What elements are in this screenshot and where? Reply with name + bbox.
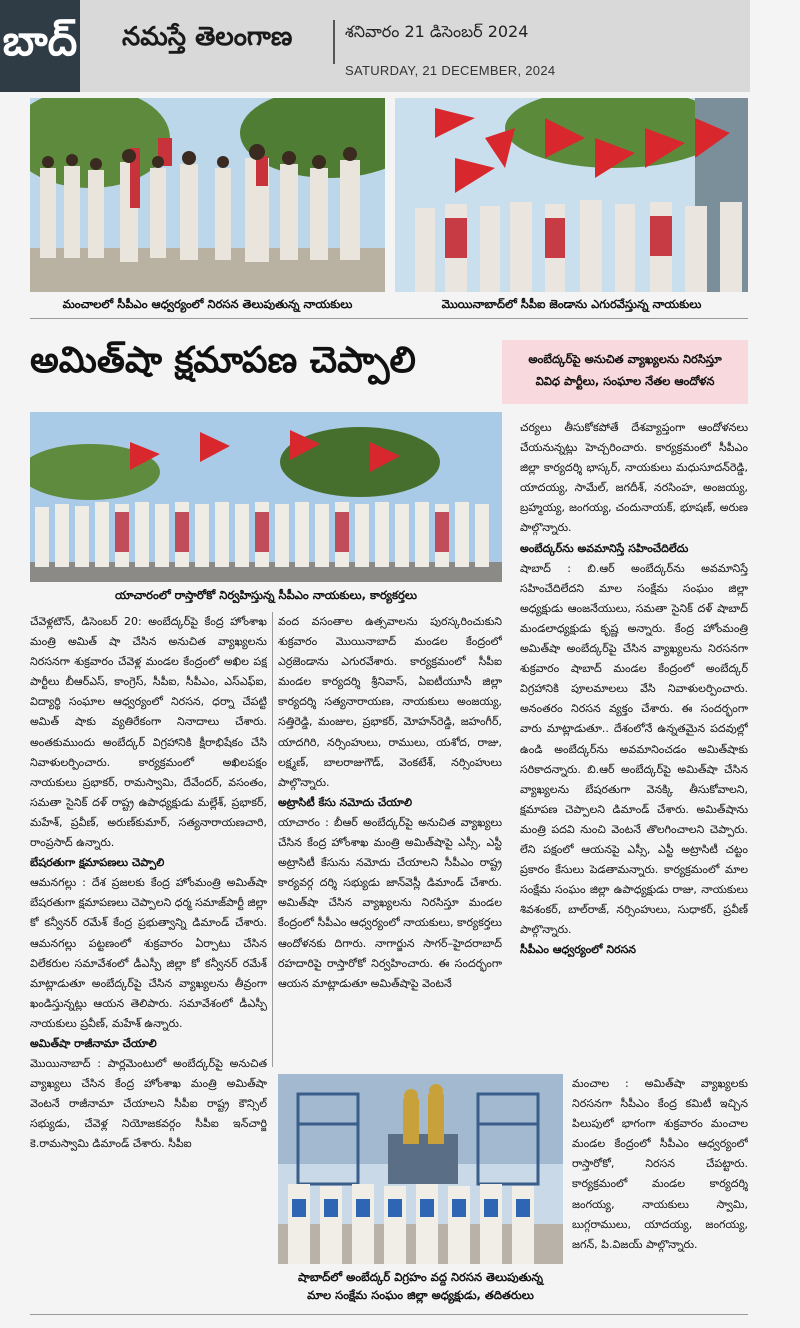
caption-shabad-line-2: మాల సంక్షేమ సంఘం జిల్లా అధ్యక్షుడు, తదితరులు	[307, 1288, 534, 1302]
article-paragraph: చర్యలు తీసుకోకపోతే దేశవ్యాప్తంగా ఆందోళనలు చేయనున్నట్లు హెచ్చరించారు. కార్యక్రమంలో సీపీఎం జిల్లా కార్యదర్శి భాస్కర్, నాయకులు మధుసూదన్‌రెడ్డి, యాదయ్య, సామేల్, జగదీశ్, నరసింహ, అంజయ్య, బ్రహ్మయ్య, జంగయ్య, చందునాయక్, భూషణ్, అరుణ పాల్గొన్నారు.	[520, 421, 748, 535]
article-paragraph: మొయినాబాద్ : పార్లమెంటులో అంబేద్కర్‌పై అనుచిత వ్యాఖ్యలు చేసిన కేంద్ర హోంశాఖ మంత్రి అమిత్‌షా వెంటనే రాజీనామా చేయాలని సీపీఐ రాష్ట్ర కౌన్సిల్ సభ్యుడు, చేవెళ్ల నియోజకవర్గం సీపీఐ ఇన్‌చార్జి కె.రామస్వామి డిమాండ్ చేశారు. సీపీఐ	[30, 1057, 267, 1151]
deck-line-1: అంబేద్కర్‌పై అనుచిత వ్యాఖ్యలను నిరసిస్తూ	[528, 352, 722, 366]
article-column-1	[30, 612, 267, 1312]
column-rule	[272, 612, 273, 1067]
date-telugu: శనివారం 21 డిసెంబర్ 2024	[345, 22, 529, 41]
date-english: SATURDAY, 21 DECEMBER, 2024	[345, 63, 556, 78]
headline-deck	[502, 340, 748, 404]
article-column-4	[572, 1074, 748, 1304]
caption-moinabad: మొయినాబాద్‌లో సీపీఐ జెండాను ఎగురవేస్తున్న నాయకులు	[441, 297, 702, 311]
section-badge: బాద్	[0, 0, 80, 92]
article-column-3	[520, 418, 748, 1070]
photo-shabad-ambedkar-statue	[278, 1074, 563, 1264]
photo-yacharam-rastaroko	[30, 412, 502, 582]
deck-line-2: వివిధ పార్టీలు, సంఘాల నేతల ఆందోళన	[535, 374, 715, 388]
photo-manchala-protest	[30, 98, 385, 292]
article-paragraph: వంద వసంతాల ఉత్సవాలను పురస్కరించుకుని శుక్రవారం మొయినాబాద్ మండల కేంద్రంలో ఎర్రజెండాను ఎగురవేశారు. కార్యక్రమంలో సీపీఐ మండల కార్యదర్శి శ్రీనివాస్, ఏఐటీయూసీ జిల్లా కార్యదర్శి సత్యనారాయణ, నాయకులు అంజయ్య, సత్తిరెడ్డి, మంజుల, ప్రభాకర్, మోహన్‌రెడ్డి, జహంగీర్, యాదగిరి, నర్సింహులు, రాములు, యశోద, రాజు, లక్ష్మణ్, బాలరాజుగౌడ్, వెంకటేశ్, నర్సింహులు పాల్గొన్నారు.	[278, 615, 502, 789]
photo-image	[30, 98, 385, 292]
article-subheading: అంబేద్కర్‌ను అవమానిస్తే సహించేదిలేదు	[520, 541, 689, 555]
masthead-divider	[333, 20, 335, 64]
article-paragraph: ఆమనగల్లు : దేశ ప్రజలకు కేంద్ర హోంమంత్రి అమిత్‌షా బేషరతుగా క్షమాపణలు చెప్పాలని ధర్మ సమాజ్‌పార్టీ జిల్లా కో కన్వీనర్ రమేశ్ కేంద్ర ప్రభుత్వాన్ని డిమాండ్ చేశారు. ఆమనగల్లు పట్టణంలో శుక్రవారం ఏర్పాటు చేసిన విలేకరుల సమావేశంలో డీఎస్పీ జిల్లా కో కన్వీనర్ రమేశ్ మాట్లాడుతూ అంబేద్కర్‌పై చేసిన వ్యాఖ్యలను తీవ్రంగా ఖండిస్తున్నట్లు ఆయన తెలిపారు. సమావేశంలో డీఎస్పీ నాయకులు ప్రవీణ్, మహేశ్ ఉన్నారు.	[30, 876, 267, 1030]
caption-yacharam: యాచారంలో రాస్తారోకో నిర్వహిస్తున్న సీపీఎం నాయకులు, కార్యకర్తలు	[115, 588, 417, 602]
photo-image	[278, 1074, 563, 1264]
photo-image	[30, 412, 502, 582]
article-paragraph: షాబాద్ : బి.ఆర్ అంబేద్కర్‌ను అవమానిస్తే సహించేదిలేదని మాల సంక్షేమ సంఘం జిల్లా అధ్యక్షుడు ఆంజనేయులు, సమతా సైనిక్ దళ్ షాబాద్ మండలాధ్యక్షుడు కృష్ణ అన్నారు. కేంద్ర హోంమంత్రి అమిత్‌షా అంబేద్కర్‌పై చేసిన వ్యాఖ్యలను నిరసనగా శుక్రవారం షాబాద్ మండల కేంద్రంలో అంబేద్కర్ విగ్రహానికి పూలమాలలు వేసి నివాళులర్పించారు. అనంతరం నిరసన వ్యక్తం చేశారు. ఈ సందర్భంగా వారు మాట్లాడుతూ.. దేశంలోనే ఉన్నతమైన పదవుల్లో ఉండి అంబేద్కర్‌ను అవమానించడం అమిత్‌షాకు సరికాదన్నారు. బి.ఆర్ అంబేద్కర్‌పై అమిత్‌షా చేసిన వ్యాఖ్యలను బేషరతుగా వెనక్కి తీసుకోవాలని, క్షమాపణ చెప్పాలని డిమాండ్ చేశారు. అమిత్‌షాను మంత్రి పదవి నుంచి వెంటనే తొలగించాలని చెప్పారు. లేని పక్షంలో ఆయనపై ఎస్సీ, ఎస్టీ అట్రాసిటీ చట్టం ప్రకారం కేసులు పెడతామన్నారు. కార్యక్రమంలో మాల సంక్షేమ సంఘం జిల్లా ఉపాధ్యక్షుడు రాజు, నాయకులు శివశంకర్, బాల్‌రాజ్, నర్సింహులు, సుధాకర్, ప్రవీణ్ పాల్గొన్నారు.	[520, 561, 748, 937]
bottom-divider	[30, 1314, 748, 1315]
article-paragraph: యాచారం : బీఆర్ అంబేద్కర్‌పై అనుచిత వ్యాఖ్యలు చేసిన కేంద్ర హోంశాఖ మంత్రి అమిత్‌షాపై ఎస్సీ, ఎస్టీ అట్రాసిటీ కేసును నమోదు చేయాలని సీపీఎం రాష్ట్ర కార్యవర్గ దర్శి సభ్యుడు జాన్‌వెస్లీ డిమాండ్ చేశారు. అమిత్‌షా చేసిన వ్యాఖ్యలను నిరసిస్తూ మండల కేంద్రంలో సీపీఎం ఆధ్వర్యంలో నాయకులు, కార్యకర్తలు ఆందోళనకు దిగారు. నాగార్జున సాగర్–హైదరాబాద్ రహదారిపై రాస్తారోకో నిర్వహించారు. ఈ సందర్భంగా ఆయన మాట్లాడుతూ అమిత్‌షాపై వెంటనే	[278, 815, 502, 990]
article-paragraph: మంచాల : అమిత్‌షా వ్యాఖ్యలకు నిరసనగా సీపీఎం కేంద్ర కమిటీ ఇచ్చిన పిలుపులో భాగంగా శుక్రవారం మంచాల మండల కేంద్రంలో సీపీఎం ఆధ్వర్యంలో రాస్తారోకో, నిరసన చేపట్టారు. కార్యక్రమంలో మండల కార్యదర్శి జంగయ్య, నాయకులు స్వామి, బుగ్గరాములు, యాదయ్య, జంగయ్య, జగన్, పి.విజయ్ పాల్గొన్నారు.	[572, 1077, 748, 1251]
caption-shabad-line-1: షాబాద్‌లో అంబేద్కర్ విగ్రహం వద్ద నిరసన తెలుపుతున్న	[298, 1270, 543, 1284]
masthead	[0, 0, 750, 92]
article-paragraph: చేవెళ్లటౌన్, డిసెంబర్ 20: అంబేద్కర్‌పై కేంద్ర హోంశాఖ మంత్రి అమిత్ షా చేసిన అనుచిత వ్యాఖ్యలను నిరసనగా శుక్రవారం చేవెళ్ల మండల కేంద్రంలో అఖిల పక్ష పార్టీలు బీఆర్‌ఎస్, కాంగ్రెస్, సీపీఐ, సీపీఎం, ఎస్‌ఎఫ్‌ఐ, విద్యార్థి సంఘాల ఆధ్వర్యంలో నిరసన, ధర్నా చేపట్టి అమిత్ షాకు వ్యతిరేకంగా నినాదాలు చేశారు. అంతకుముందు అంబేద్కర్ విగ్రహానికి క్షీరాభిషేకం చేసి నివాళులర్పించారు. కార్యక్రమంలో అఖిలపక్షం నాయకులు ప్రభాకర్, రామస్వామి, దేవేందర్, వసంతం, సమతా సైనిక్ దళ్ రాష్ట్ర ఉపాధ్యక్షుడు మల్లేశ్, ప్రభాకర్, మహేశ్, ప్రవీణ్, అరుణ్‌కుమార్, సత్యనారాయణచారి, రాంప్రసాద్ ఉన్నారు.	[30, 615, 267, 850]
headline: అమిత్‌షా క్షమాపణ చెప్పాలి	[30, 340, 416, 381]
article-subheading: అట్రాసిటీ కేసు నమోదు చేయాలి	[278, 795, 413, 809]
caption-shabad	[278, 1268, 563, 1304]
caption-manchala: మంచాలలో సీపీఎం ఆధ్వర్యంలో నిరసన తెలుపుతున్న నాయకులు	[62, 297, 353, 311]
article-subheading: సీపీఎం ఆధ్వర్యంలో నిరసన	[520, 943, 637, 957]
article-column-2	[278, 612, 502, 1072]
photo-moinabad-flag	[395, 98, 748, 292]
newspaper-name: నమస్తే తెలంగాణ	[122, 22, 293, 52]
divider	[30, 318, 748, 319]
article-subheading: బేషరతుగా క్షమాపణలు చెప్పాలి	[30, 856, 165, 870]
article-subheading: అమిత్‌షా రాజీనామా చేయాలి	[30, 1036, 157, 1050]
photo-image	[395, 98, 748, 292]
